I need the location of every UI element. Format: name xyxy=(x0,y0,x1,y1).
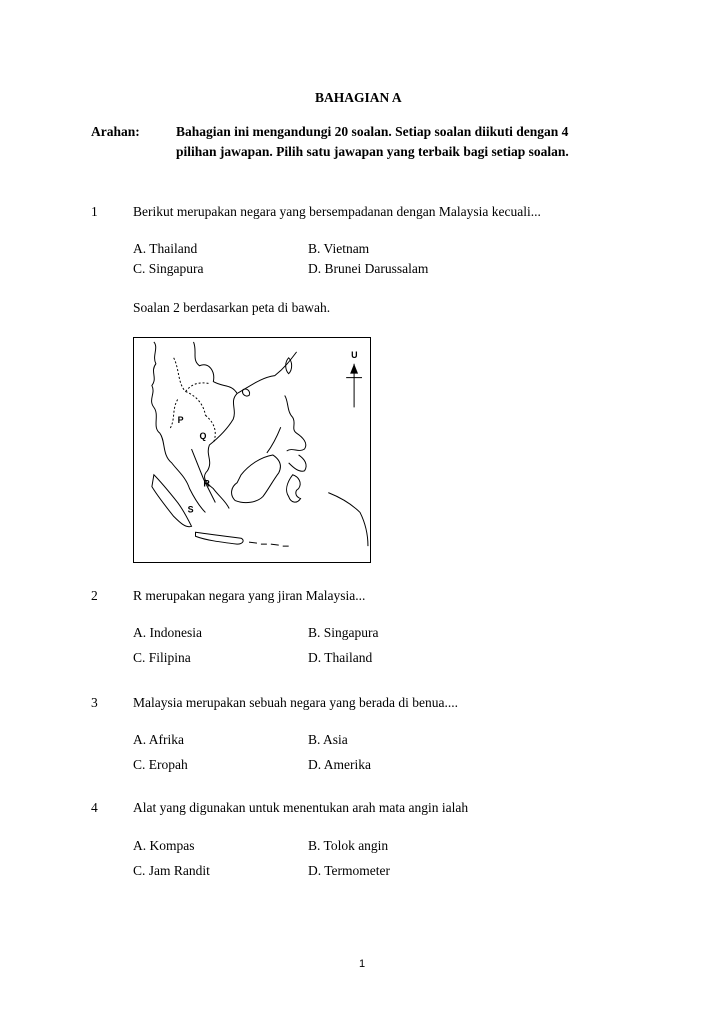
option-b: B. Tolok angin xyxy=(308,838,389,853)
map-drawing xyxy=(134,338,370,562)
sulawesi-island xyxy=(287,475,301,502)
instructions-label: Arahan: xyxy=(91,124,140,139)
question-number: 1 xyxy=(91,204,98,219)
option-c: C. Singapura xyxy=(133,261,204,276)
option-c: C. Jam Randit xyxy=(133,863,210,878)
question-text: R merupakan negara yang jiran Malaysia... xyxy=(133,588,366,603)
instructions-line-1: Bahagian ini mengandungi 20 soalan. Setiap soalan diikuti dengan 4 xyxy=(176,124,569,139)
option-d: D. Termometer xyxy=(308,863,391,878)
option-d: D. Thailand xyxy=(308,650,373,665)
philippines-islands xyxy=(267,395,306,471)
label-r: R xyxy=(203,478,210,489)
question-number: 3 xyxy=(91,695,98,710)
southeast-asia-map xyxy=(133,337,371,563)
instructions-line-2: pilihan jawapan. Pilih satu jawapan yang terbaik bagi setiap soalan. xyxy=(176,144,569,159)
label-q: Q xyxy=(199,431,207,442)
option-d: D. Brunei Darussalam xyxy=(308,261,429,276)
taiwan-island xyxy=(286,358,292,374)
north-arrow xyxy=(346,364,362,408)
malay-peninsula xyxy=(192,449,216,503)
label-s: S xyxy=(187,504,194,515)
option-b: B. Singapura xyxy=(308,625,379,640)
option-c: C. Eropah xyxy=(133,757,188,772)
option-a: A. Kompas xyxy=(133,838,195,853)
option-d: D. Amerika xyxy=(308,757,371,772)
borneo-island xyxy=(232,455,281,503)
new-guinea-island xyxy=(328,493,368,547)
north-label: U xyxy=(351,349,358,360)
java-island xyxy=(196,532,244,544)
section-title: BAHAGIAN A xyxy=(315,90,402,105)
mainland-borders xyxy=(170,358,216,443)
option-b: B. Vietnam xyxy=(308,241,370,256)
label-p: P xyxy=(177,415,184,426)
option-b: B. Asia xyxy=(308,732,348,747)
sumatra-island xyxy=(152,475,192,527)
option-a: A. Afrika xyxy=(133,732,184,747)
question-text: Berikut merupakan negara yang bersempadanan dengan Malaysia kecuali... xyxy=(133,204,541,219)
question-text: Malaysia merupakan sebuah negara yang berada di benua.... xyxy=(133,695,458,710)
lesser-sunda-islands xyxy=(249,542,289,546)
option-c: C. Filipina xyxy=(133,650,191,665)
option-a: A. Thailand xyxy=(133,241,198,256)
question-number: 4 xyxy=(91,800,98,815)
page-number: 1 xyxy=(359,958,366,970)
question-text: Alat yang digunakan untuk menentukan arah mata angin ialah xyxy=(133,800,469,815)
option-a: A. Indonesia xyxy=(133,625,202,640)
question-number: 2 xyxy=(91,588,98,603)
mainland-coast xyxy=(152,342,297,515)
map-caption: Soalan 2 berdasarkan peta di bawah. xyxy=(133,300,331,315)
